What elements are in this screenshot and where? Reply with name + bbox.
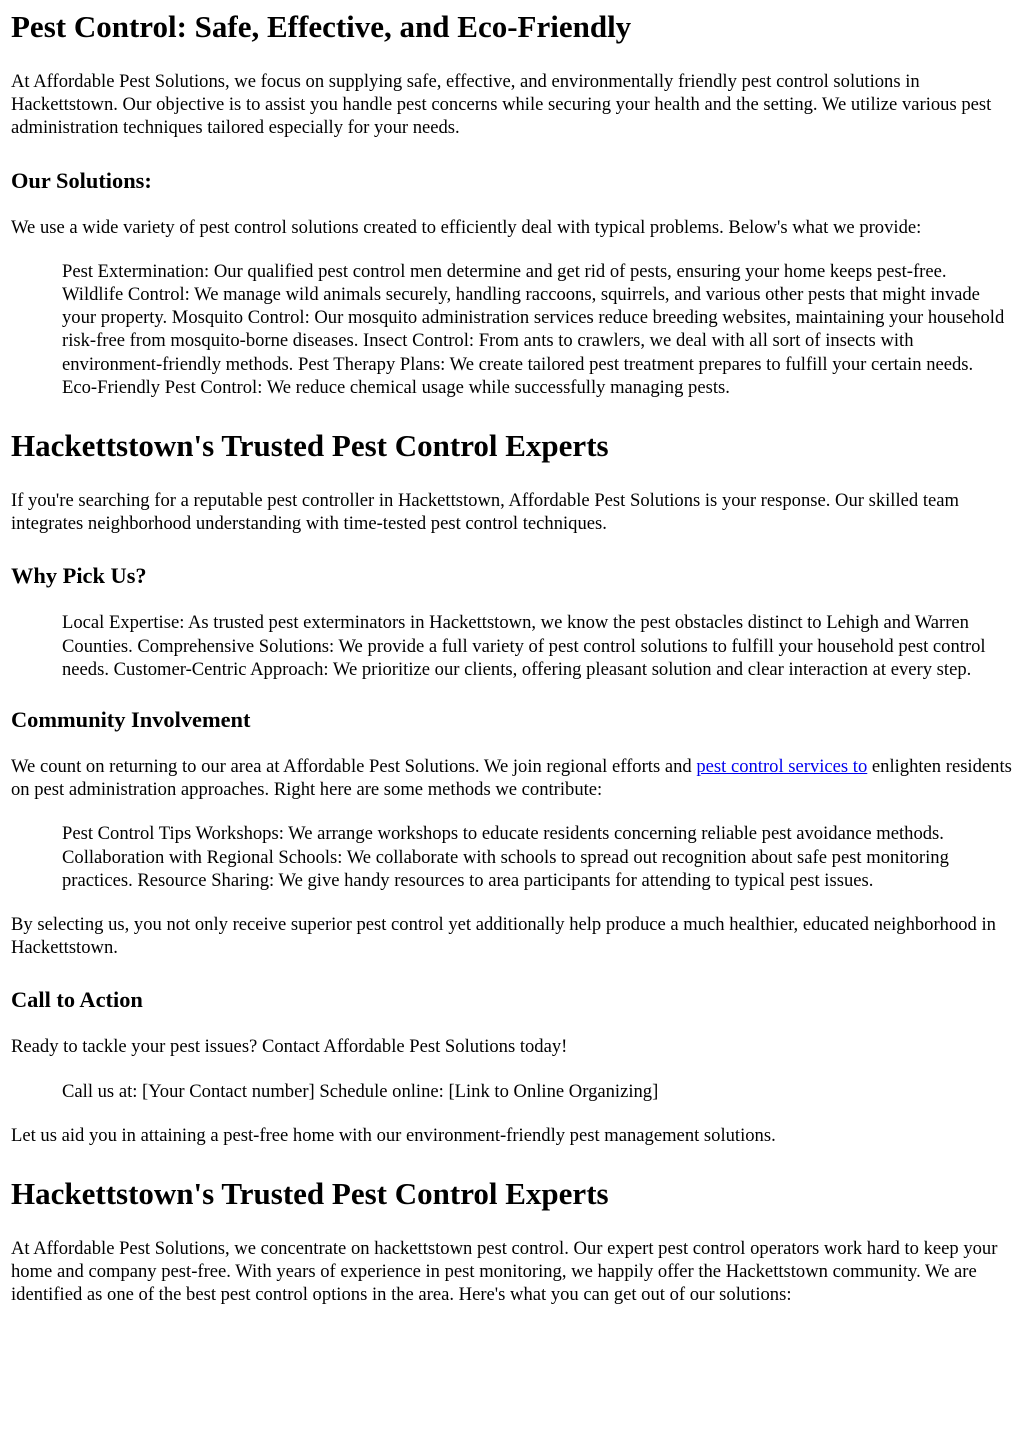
selecting-paragraph: By selecting us, you not only receive superior pest control yet additionally help produce a much healthier, educated neighborhood in Hackettstown. (11, 914, 996, 959)
community-text-before: We count on returning to our area at Affordable Pest Solutions. We join regional efforts and (11, 756, 697, 778)
cta-paragraph: Ready to tackle your pest issues? Contact Affordable Pest Solutions today! (11, 1036, 568, 1058)
call-to-action-heading: Call to Action (11, 987, 143, 1013)
community-paragraph (11, 755, 1012, 801)
pest-control-services-link[interactable]: pest control services to (696, 756, 868, 778)
community-blockquote: Pest Control Tips Workshops: We arrange workshops to educate residents concerning reliable pest avoidance methods. Collaboration with Regional Schools: We collaborate with schools to spread out recognition about safe pest monitoring practices. Resource Sharing: We give handy resources to area participants for attending to typical pest issues. (62, 823, 949, 891)
solutions-blockquote: Pest Extermination: Our qualified pest control men determine and get rid of pests, ensuring your home keeps pest-free. Wildlife Control: We manage wild animals securely, handling raccoons, squirrels, and various other pests that might invade your property. Mosquito Control: Our mosquito administration services reduce breeding websites, maintaining your household risk-free from mosquito-borne diseases. Insect Control: From ants to crawlers, we deal with all sort of insects with environment-friendly methods. Pest Therapy Plans: We create tailored pest treatment prepares to fulfill your certain needs. Eco-Friendly Pest Control: We reduce chemical usage while successfully managing pests. (62, 260, 1005, 398)
solutions-paragraph: We use a wide variety of pest control solutions created to efficiently deal with typical problems. Below's what we provide: (11, 216, 922, 238)
community-heading: Community Involvement (11, 707, 251, 733)
why-pick-us-heading: Why Pick Us? (11, 563, 147, 589)
closing-paragraph: Let us aid you in attaining a pest-free home with our environment-friendly pest management solutions. (11, 1124, 776, 1146)
intro-paragraph: At Affordable Pest Solutions, we focus on supplying safe, effective, and environmentally friendly pest control solutions in Hackettstown. Our objective is to assist you handle pest concerns while securing your health and the setting. We utilize various pest administration techniques tailored especially for your needs. (11, 71, 992, 139)
section-heading-trusted-experts: Hackettstown's Trusted Pest Control Experts (11, 428, 609, 464)
why-pick-us-blockquote: Local Expertise: As trusted pest exterminators in Hackettstown, we know the pest obstacles distinct to Lehigh and Warren Counties. Comprehensive Solutions: We provide a full variety of pest control solutions to fulfill your household pest control needs. Customer-Centric Approach: We prioritize our clients, offering pleasant solution and clear interaction at every step. (62, 612, 986, 680)
contact-blockquote: Call us at: [Your Contact number] Schedule online: [Link to Online Organizing] (62, 1080, 659, 1102)
trusted-intro-paragraph: If you're searching for a reputable pest controller in Hackettstown, Affordable Pest Solutions is your response. Our skilled team integrates neighborhood understanding with time-tested pest control techniques. (11, 490, 959, 535)
community-text-after: enlighten residents on pest administration approaches. Right here are some methods we contribute: (11, 756, 1012, 801)
final-paragraph: At Affordable Pest Solutions, we concentrate on hackettstown pest control. Our expert pest control operators work hard to keep your home and company pest-free. With years of experience in pest monitoring, we happily offer the Hackettstown community. We are identified as one of the best pest control options in the area. Here's what you can get out of our solutions: (11, 1238, 998, 1306)
section-heading-trusted-experts-2: Hackettstown's Trusted Pest Control Experts (11, 1176, 609, 1212)
solutions-heading: Our Solutions: (11, 167, 152, 193)
page-title: Pest Control: Safe, Effective, and Eco-Friendly (11, 9, 632, 44)
